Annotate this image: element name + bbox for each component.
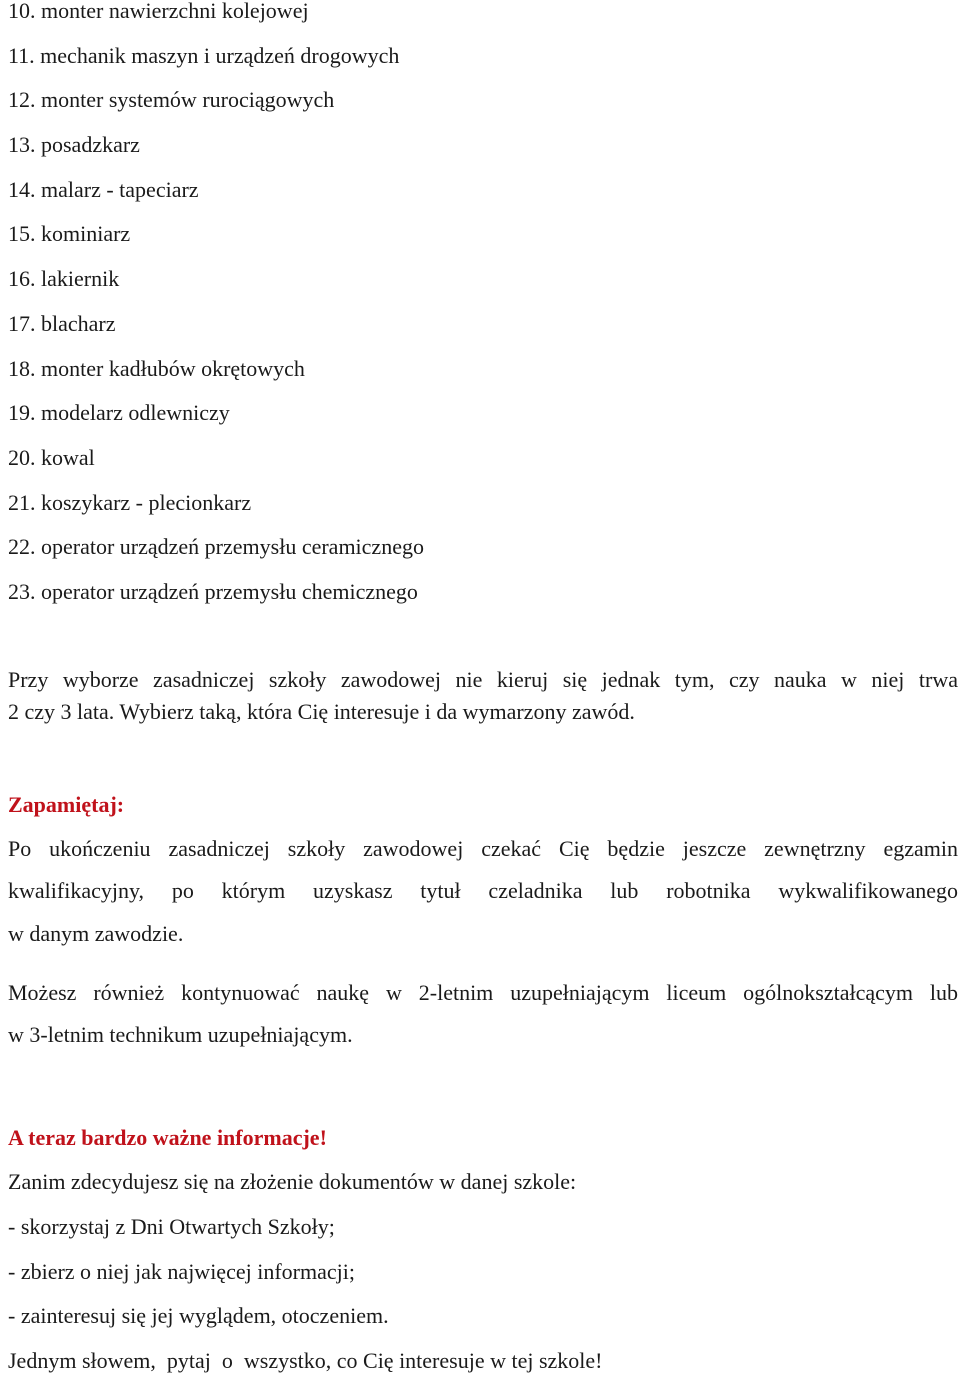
list-item: 18. monter kadłubów okrętowych [8, 355, 305, 381]
remember-heading: Zapamiętaj: [8, 792, 125, 817]
choice-line-2: 2 czy 3 lata. Wybierz taką, która Cię interesuje i da wymarzony zawód. [8, 699, 635, 724]
exam-line-3: w danym zawodzie. [8, 921, 184, 946]
professions-list [8, 0, 424, 624]
continue-paragraph [8, 978, 958, 1062]
list-item: 14. malarz - tapeciarz [8, 176, 199, 202]
tip-item: - zbierz o niej jak najwięcej informacji; [8, 1259, 355, 1284]
tip-item: - zainteresuj się jej wyglądem, otoczeniem. [8, 1303, 389, 1328]
list-item: 15. kominiarz [8, 221, 131, 247]
list-item: 17. blacharz [8, 310, 116, 336]
list-item: 21. koszykarz - plecionkarz [8, 489, 252, 515]
important-heading: A teraz bardzo ważne informacje! [8, 1125, 327, 1150]
continue-line-1: Możesz również kontynuować naukę w 2-letnim uzupełniającym liceum ogólnokształcącym lub [8, 980, 958, 1005]
list-item: 12. monter systemów rurociągowych [8, 87, 335, 113]
list-item: 22. operator urządzeń przemysłu ceramicznego [8, 534, 424, 560]
list-item: 13. posadzkarz [8, 132, 140, 158]
tips-intro: Zanim zdecydujesz się na złożenie dokumentów w danej szkole: [8, 1169, 577, 1194]
exam-paragraph [8, 835, 958, 949]
list-item: 11. mechanik maszyn i urządzeń drogowych [8, 42, 400, 68]
exam-line-1: Po ukończeniu zasadniczej szkoły zawodowej czekać Cię będzie jeszcze zewnętrzny egzamin [8, 836, 958, 861]
list-item: 23. operator urządzeń przemysłu chemicznego [8, 578, 418, 604]
choice-line-1: Przy wyborze zasadniczej szkoły zawodowej nie kieruj się jednak tym, czy nauka w niej trwa [8, 667, 958, 692]
closing-line: Jednym słowem, pytaj o wszystko, co Cię interesuje w tej szkole! [8, 1348, 603, 1373]
list-item: 16. lakiernik [8, 266, 120, 292]
choice-paragraph [8, 665, 958, 729]
tip-item: - skorzystaj z Dni Otwartych Szkoły; [8, 1214, 335, 1239]
exam-line-2: kwalifikacyjny, po którym uzyskasz tytuł czeladnika lub robotnika wykwalifikowanego [8, 878, 958, 903]
continue-line-2: w 3-letnim technikum uzupełniającym. [8, 1022, 353, 1047]
list-item: 10. monter nawierzchni kolejowej [8, 0, 309, 23]
list-item: 20. kowal [8, 444, 95, 470]
list-item: 19. modelarz odlewniczy [8, 400, 230, 426]
